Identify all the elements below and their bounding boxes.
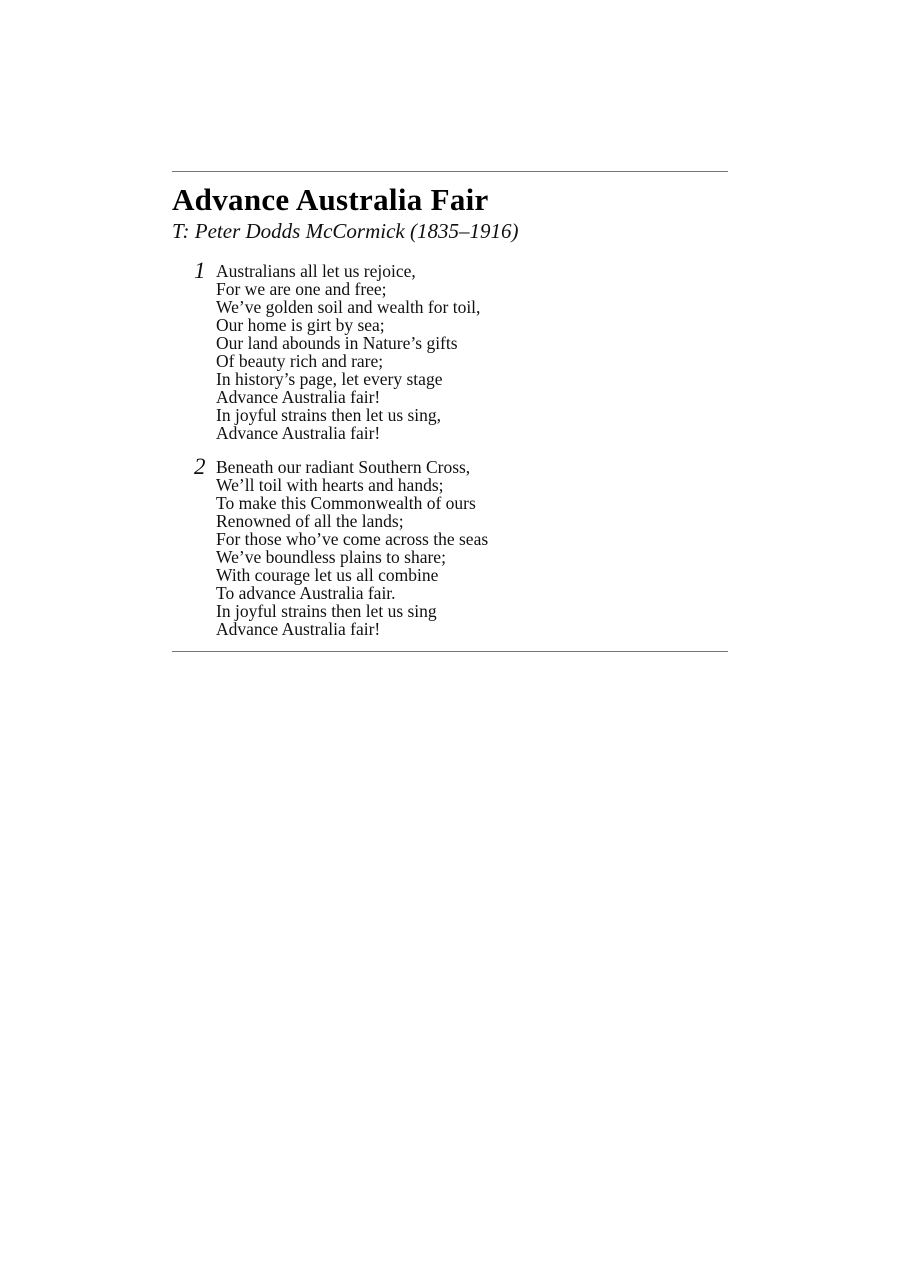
bottom-rule [172,651,728,652]
verse-line: Australians all let us rejoice, [216,261,416,281]
verse-line: To make this Commonwealth of ours [216,493,476,513]
verse-line: Our land abounds in Nature’s gifts [216,333,458,353]
verse-line: Advance Australia fair! [216,387,381,407]
verse-line: For we are one and free; [216,279,387,299]
song-author: T: Peter Dodds McCormick (1835–1916) [172,219,519,243]
verse-line: Of beauty rich and rare; [216,351,384,371]
song-title: Advance Australia Fair [172,182,489,217]
verse-line: Beneath our radiant Southern Cross, [216,457,471,477]
verse-number: 2 [194,454,206,479]
verse-1 [172,258,728,443]
top-rule [172,171,728,172]
verse-line: To advance Australia fair. [216,583,396,603]
verse-line: We’ve golden soil and wealth for toil, [216,297,481,317]
verse-line: Advance Australia fair! [216,423,381,443]
verse-line: In joyful strains then let us sing, [216,405,442,425]
verse-line: In history’s page, let every stage [216,369,443,389]
verse-line: Our home is girt by sea; [216,315,385,335]
verses [172,258,728,639]
song-block [172,171,728,652]
verse-line: We’ll toil with hearts and hands; [216,475,444,495]
verse-line: Advance Australia fair! [216,619,381,639]
verse-line: In joyful strains then let us sing [216,601,437,621]
verse-line: We’ve boundless plains to share; [216,547,446,567]
verse-line: Renowned of all the lands; [216,511,404,531]
verse-line: For those who’ve come across the seas [216,529,489,549]
verse-number: 1 [194,258,206,283]
verse-2 [172,454,728,639]
verse-line: With courage let us all combine [216,565,439,585]
